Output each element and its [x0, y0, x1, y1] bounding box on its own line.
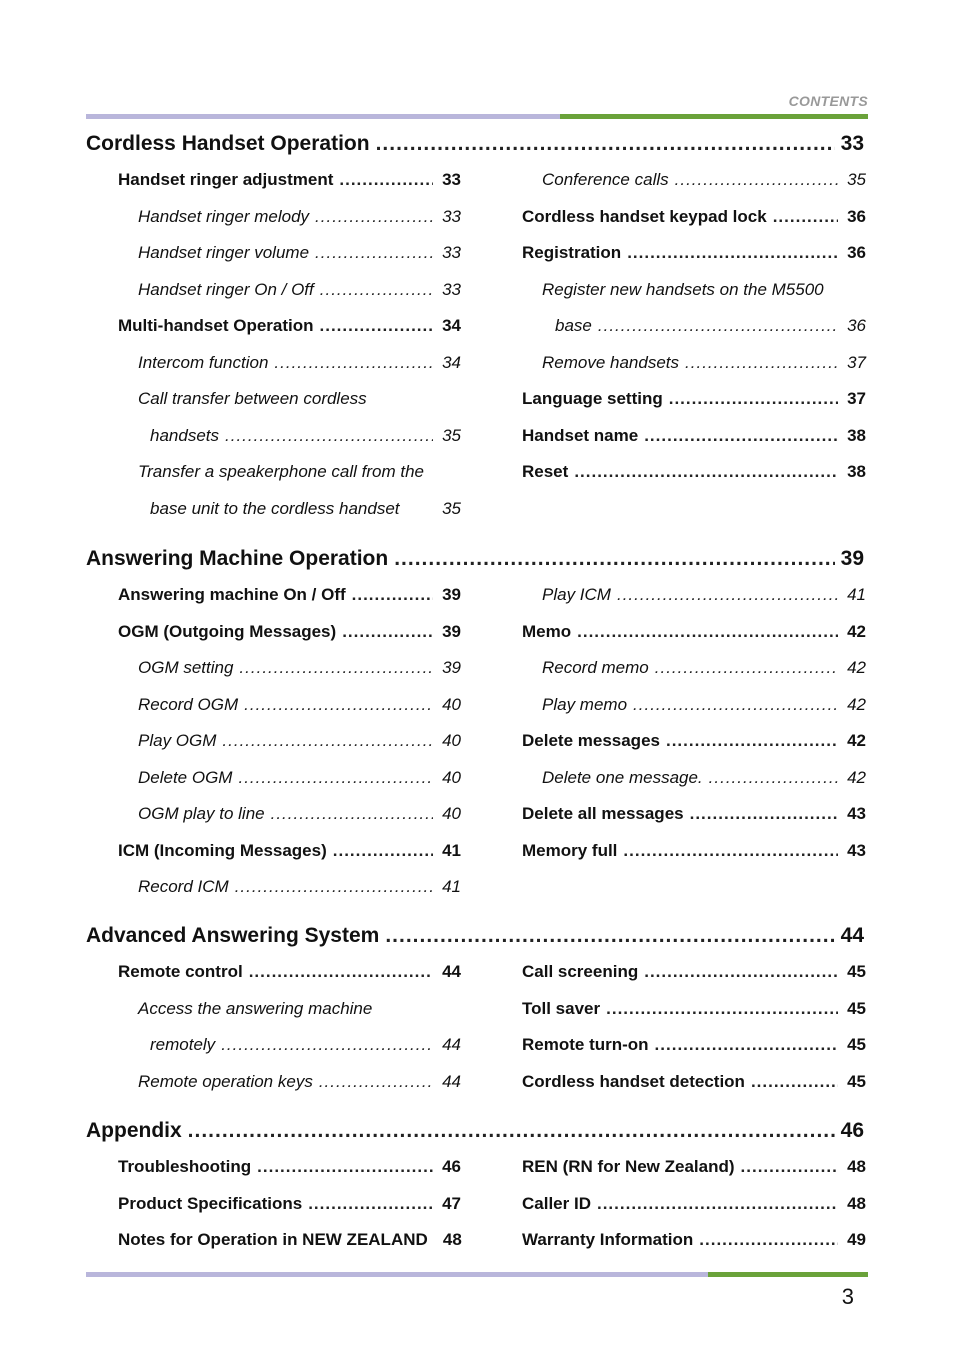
- dot-leader: [577, 622, 838, 642]
- toc-entry[interactable]: [138, 877, 461, 897]
- dot-leader: [675, 170, 838, 190]
- toc-entry[interactable]: [138, 280, 461, 300]
- toc-entry-label: Troubleshooting: [118, 1157, 252, 1176]
- section-page: 33: [840, 132, 864, 155]
- toc-entry-label: Handset name: [522, 425, 639, 445]
- toc-entry[interactable]: [138, 804, 461, 824]
- toc-entry-label: Conference calls: [542, 170, 669, 189]
- dot-leader: [644, 962, 838, 982]
- toc-entry-label: Language setting: [522, 389, 663, 408]
- toc-entry-page: 44: [442, 1071, 461, 1091]
- toc-entry[interactable]: [542, 170, 866, 190]
- toc-entry[interactable]: [138, 695, 461, 715]
- toc-entry-label: Transfer a speakerphone call from the: [138, 462, 424, 481]
- toc-entry-label: Remove handsets: [542, 352, 680, 372]
- toc-entry-label: Cordless handset detection: [522, 1071, 745, 1091]
- dot-leader: [339, 170, 433, 190]
- toc-entry-label: Memory full: [522, 840, 618, 860]
- toc-entry[interactable]: [138, 999, 461, 1019]
- toc-entry-page: 38: [847, 462, 866, 481]
- dot-leader: [598, 316, 838, 336]
- toc-entry-page: 43: [847, 840, 866, 860]
- toc-entry-label: Delete OGM: [138, 767, 233, 787]
- toc-entry[interactable]: [522, 1157, 866, 1177]
- section-title: Cordless Handset Operation: [86, 132, 370, 155]
- toc-entry[interactable]: [522, 243, 866, 263]
- toc-entry[interactable]: [522, 622, 866, 642]
- toc-entry-page: 40: [442, 804, 461, 823]
- section-title: Answering Machine Operation: [86, 547, 389, 570]
- dot-leader: [617, 585, 838, 605]
- dot-leader: [244, 695, 433, 715]
- dot-leader: [633, 695, 838, 715]
- toc-entry[interactable]: [118, 1157, 461, 1177]
- dot-leader: [315, 207, 433, 227]
- dot-leader: [690, 804, 838, 824]
- toc-entry-page: 40: [442, 694, 461, 714]
- toc-entry-label: Remote operation keys: [138, 1071, 313, 1091]
- toc-entry[interactable]: [542, 695, 866, 715]
- toc-entry[interactable]: [522, 1035, 866, 1055]
- dot-leader: [606, 999, 838, 1019]
- dot-leader: [655, 658, 838, 678]
- dot-leader: [235, 877, 433, 897]
- toc-entry[interactable]: [542, 768, 866, 788]
- toc-entry[interactable]: [118, 316, 461, 336]
- toc-entry-label: Handset ringer volume: [138, 243, 310, 262]
- toc-entry-page: 48: [847, 1193, 866, 1213]
- toc-entry[interactable]: [138, 243, 461, 263]
- toc-entry[interactable]: [522, 1194, 866, 1214]
- dot-leader: [773, 207, 838, 227]
- toc-entry-page: 40: [442, 767, 461, 787]
- toc-entry[interactable]: [118, 1194, 461, 1214]
- toc-entry-label: base: [555, 316, 592, 335]
- dot-leader: [627, 243, 838, 263]
- dot-leader: [655, 1035, 838, 1055]
- dot-leader: [222, 731, 433, 751]
- toc-entry-label: remotely: [150, 1035, 216, 1054]
- toc-entry-page: 39: [442, 585, 461, 604]
- toc-entry-label: Registration: [522, 243, 622, 262]
- dot-leader: [271, 804, 433, 824]
- section-page: 46: [840, 1119, 864, 1142]
- toc-entry-label: Memo: [522, 621, 572, 641]
- dot-leader: [666, 731, 838, 751]
- toc-entry[interactable]: [118, 841, 461, 861]
- toc-entry-label: Warranty Information: [522, 1230, 694, 1249]
- toc-entry-label: Access the answering machine: [138, 998, 373, 1018]
- toc-entry-page: 42: [847, 694, 866, 714]
- toc-entry-label: Answering machine On / Off: [118, 585, 346, 604]
- section-heading[interactable]: [86, 1119, 864, 1143]
- toc-entry-page: 49: [847, 1230, 866, 1249]
- toc-entry-page: 33: [442, 170, 461, 189]
- dot-leader: [257, 1157, 433, 1177]
- toc-entry-page: 42: [847, 621, 866, 641]
- toc-entry-page: 45: [847, 998, 866, 1018]
- toc-entry-label: Delete messages: [522, 731, 660, 750]
- toc-entry-label: Reset: [522, 462, 569, 481]
- toc-entry-page: 48: [442, 1230, 462, 1249]
- toc-entry-page: 42: [847, 658, 866, 677]
- toc-entry-page: 41: [847, 585, 866, 604]
- toc-entry-label: Play memo: [542, 694, 628, 714]
- toc-entry[interactable]: [118, 585, 461, 605]
- toc-entry-label: Play OGM: [138, 731, 217, 750]
- toc-entry-page: 45: [847, 962, 866, 981]
- dot-leader: [352, 585, 433, 605]
- toc-entry[interactable]: [118, 170, 461, 190]
- section-page: 44: [840, 924, 864, 947]
- toc-entry[interactable]: [138, 768, 461, 788]
- dot-leader: [274, 353, 433, 373]
- toc-entry-page: 35: [442, 425, 461, 445]
- dot-leader: [699, 1230, 838, 1250]
- toc-entry-label: Toll saver: [522, 998, 601, 1018]
- toc-entry[interactable]: [542, 353, 866, 373]
- section-heading[interactable]: [86, 547, 864, 571]
- toc-entry-label: Record ICM: [138, 877, 229, 896]
- toc-entry[interactable]: [522, 841, 866, 861]
- toc-entry-page: 37: [847, 352, 866, 372]
- toc-entry[interactable]: [138, 353, 461, 373]
- toc-entry-page: 39: [442, 621, 461, 641]
- toc-entry-label: Handset ringer On / Off: [138, 279, 314, 299]
- dot-leader: [333, 841, 433, 861]
- toc-entry-label: Notes for Operation in NEW ZEALAND: [118, 1230, 428, 1249]
- toc-entry-label: Cordless handset keypad lock: [522, 206, 767, 226]
- top-rule-green: [560, 114, 868, 119]
- dot-leader: [751, 1072, 838, 1092]
- toc-entry[interactable]: [542, 658, 866, 678]
- toc-entry-label: REN (RN for New Zealand): [522, 1157, 735, 1176]
- dot-leader: [376, 132, 835, 156]
- toc-entry[interactable]: [542, 280, 866, 300]
- toc-entry-label: OGM play to line: [138, 804, 265, 823]
- toc-entry[interactable]: [118, 962, 461, 982]
- toc-entry-label: Product Specifications: [118, 1193, 303, 1213]
- toc-entry-page: 34: [442, 352, 461, 372]
- toc-entry[interactable]: [522, 1230, 866, 1250]
- toc-entry-label: Remote turn-on: [522, 1035, 649, 1054]
- dot-leader: [741, 1157, 838, 1177]
- toc-entry-page: 44: [442, 962, 461, 981]
- dot-leader: [320, 280, 433, 300]
- toc-entry-label: OGM setting: [138, 658, 234, 677]
- toc-entry[interactable]: [522, 389, 866, 409]
- toc-entry[interactable]: [118, 1230, 461, 1250]
- dot-leader: [644, 426, 838, 446]
- toc-entry-page: 37: [847, 389, 866, 408]
- toc-entry-page: 33: [442, 206, 461, 226]
- toc-entry-page: 38: [847, 425, 866, 445]
- toc-entry[interactable]: [150, 499, 461, 519]
- toc-entry-page: 33: [442, 243, 461, 262]
- dot-leader: [238, 768, 433, 788]
- bottom-rule-lavender: [86, 1272, 708, 1277]
- dot-leader: [574, 462, 838, 482]
- toc-entry[interactable]: [138, 658, 461, 678]
- toc-entry-label: handsets: [150, 425, 219, 445]
- toc-entry-label: Multi-handset Operation: [118, 316, 314, 335]
- toc-entry[interactable]: [138, 1072, 461, 1092]
- toc-entry[interactable]: [118, 622, 461, 642]
- toc-entry[interactable]: [138, 207, 461, 227]
- toc-entry[interactable]: [555, 316, 866, 336]
- dot-leader: [385, 924, 834, 948]
- toc-entry-page: 48: [847, 1157, 866, 1176]
- toc-entry-label: Handset ringer adjustment: [118, 170, 334, 189]
- toc-entry-label: Caller ID: [522, 1193, 591, 1213]
- toc-entry-label: Register new handsets on the M5500: [542, 279, 824, 299]
- toc-entry[interactable]: [542, 585, 866, 605]
- section-page: 39: [840, 547, 864, 570]
- dot-leader: [188, 1119, 835, 1143]
- toc-entry-label: Call transfer between cordless: [138, 389, 367, 408]
- toc-entry-page: 46: [442, 1157, 461, 1176]
- section-title: Advanced Answering System: [86, 924, 380, 947]
- top-rule-lavender: [86, 114, 560, 119]
- dot-leader: [597, 1194, 838, 1214]
- toc-entry-label: Record OGM: [138, 694, 239, 714]
- toc-entry[interactable]: [522, 804, 866, 824]
- toc-entry-label: Record memo: [542, 658, 649, 677]
- section-heading[interactable]: [86, 924, 864, 948]
- toc-entry[interactable]: [138, 731, 461, 751]
- toc-entry-page: 44: [442, 1035, 461, 1054]
- toc-entry-label: Delete all messages: [522, 804, 684, 823]
- dot-leader: [342, 622, 433, 642]
- toc-entry-label: base unit to the cordless handset: [150, 498, 400, 518]
- toc-entry[interactable]: [522, 962, 866, 982]
- toc-entry-page: 45: [847, 1035, 866, 1054]
- section-heading[interactable]: [86, 132, 864, 156]
- toc-entry-page: 43: [847, 804, 866, 823]
- toc-entry-page: 42: [847, 767, 866, 787]
- toc-entry-page: 40: [442, 731, 461, 750]
- toc-entry[interactable]: [522, 426, 866, 446]
- dot-leader: [221, 1035, 433, 1055]
- dot-leader: [320, 316, 434, 336]
- toc-entry[interactable]: [522, 462, 866, 482]
- page-number: 3: [841, 1284, 854, 1309]
- toc-entry-page: 33: [442, 279, 461, 299]
- toc-entry[interactable]: [138, 389, 461, 409]
- bottom-rule-green: [708, 1272, 868, 1277]
- toc-entry[interactable]: [522, 207, 866, 227]
- header-contents-label: CONTENTS: [788, 93, 868, 109]
- section-title: Appendix: [86, 1119, 182, 1142]
- dot-leader: [685, 353, 838, 373]
- dot-leader: [623, 841, 838, 861]
- toc-entry-label: Delete one message.: [542, 767, 703, 787]
- toc-entry-page: 39: [442, 658, 461, 677]
- dot-leader: [709, 768, 838, 788]
- toc-entry-page: 36: [847, 206, 866, 226]
- dot-leader: [394, 547, 834, 571]
- toc-entry[interactable]: [522, 1072, 866, 1092]
- dot-leader: [319, 1072, 433, 1092]
- toc-entry[interactable]: [138, 462, 461, 482]
- toc-entry-page: 35: [847, 170, 866, 189]
- toc-entry-page: 35: [442, 498, 461, 518]
- toc-entry-label: Intercom function: [138, 352, 269, 372]
- toc-entry-label: OGM (Outgoing Messages): [118, 621, 337, 641]
- toc-entry[interactable]: [150, 1035, 461, 1055]
- toc-entry-page: 41: [442, 877, 461, 896]
- toc-entry[interactable]: [522, 999, 866, 1019]
- toc-entry-label: Call screening: [522, 962, 639, 981]
- toc-entry-page: 41: [442, 840, 461, 860]
- toc-entry-label: Play ICM: [542, 585, 611, 604]
- dot-leader: [249, 962, 433, 982]
- toc-entry[interactable]: [150, 426, 461, 446]
- dot-leader: [315, 243, 433, 263]
- dot-leader: [239, 658, 433, 678]
- dot-leader: [308, 1194, 433, 1214]
- dot-leader: [225, 426, 433, 446]
- toc-entry-label: ICM (Incoming Messages): [118, 840, 327, 860]
- toc-entry-page: 34: [442, 316, 461, 335]
- toc-entry[interactable]: [522, 731, 866, 751]
- dot-leader: [669, 389, 838, 409]
- toc-entry-label: Handset ringer melody: [138, 206, 310, 226]
- toc-entry-page: 47: [442, 1193, 461, 1213]
- toc-entry-label: Remote control: [118, 962, 243, 981]
- toc-entry-page: 36: [847, 316, 866, 335]
- toc-entry-page: 36: [847, 243, 866, 262]
- toc-entry-page: 45: [847, 1071, 866, 1091]
- toc-entry-page: 42: [847, 731, 866, 750]
